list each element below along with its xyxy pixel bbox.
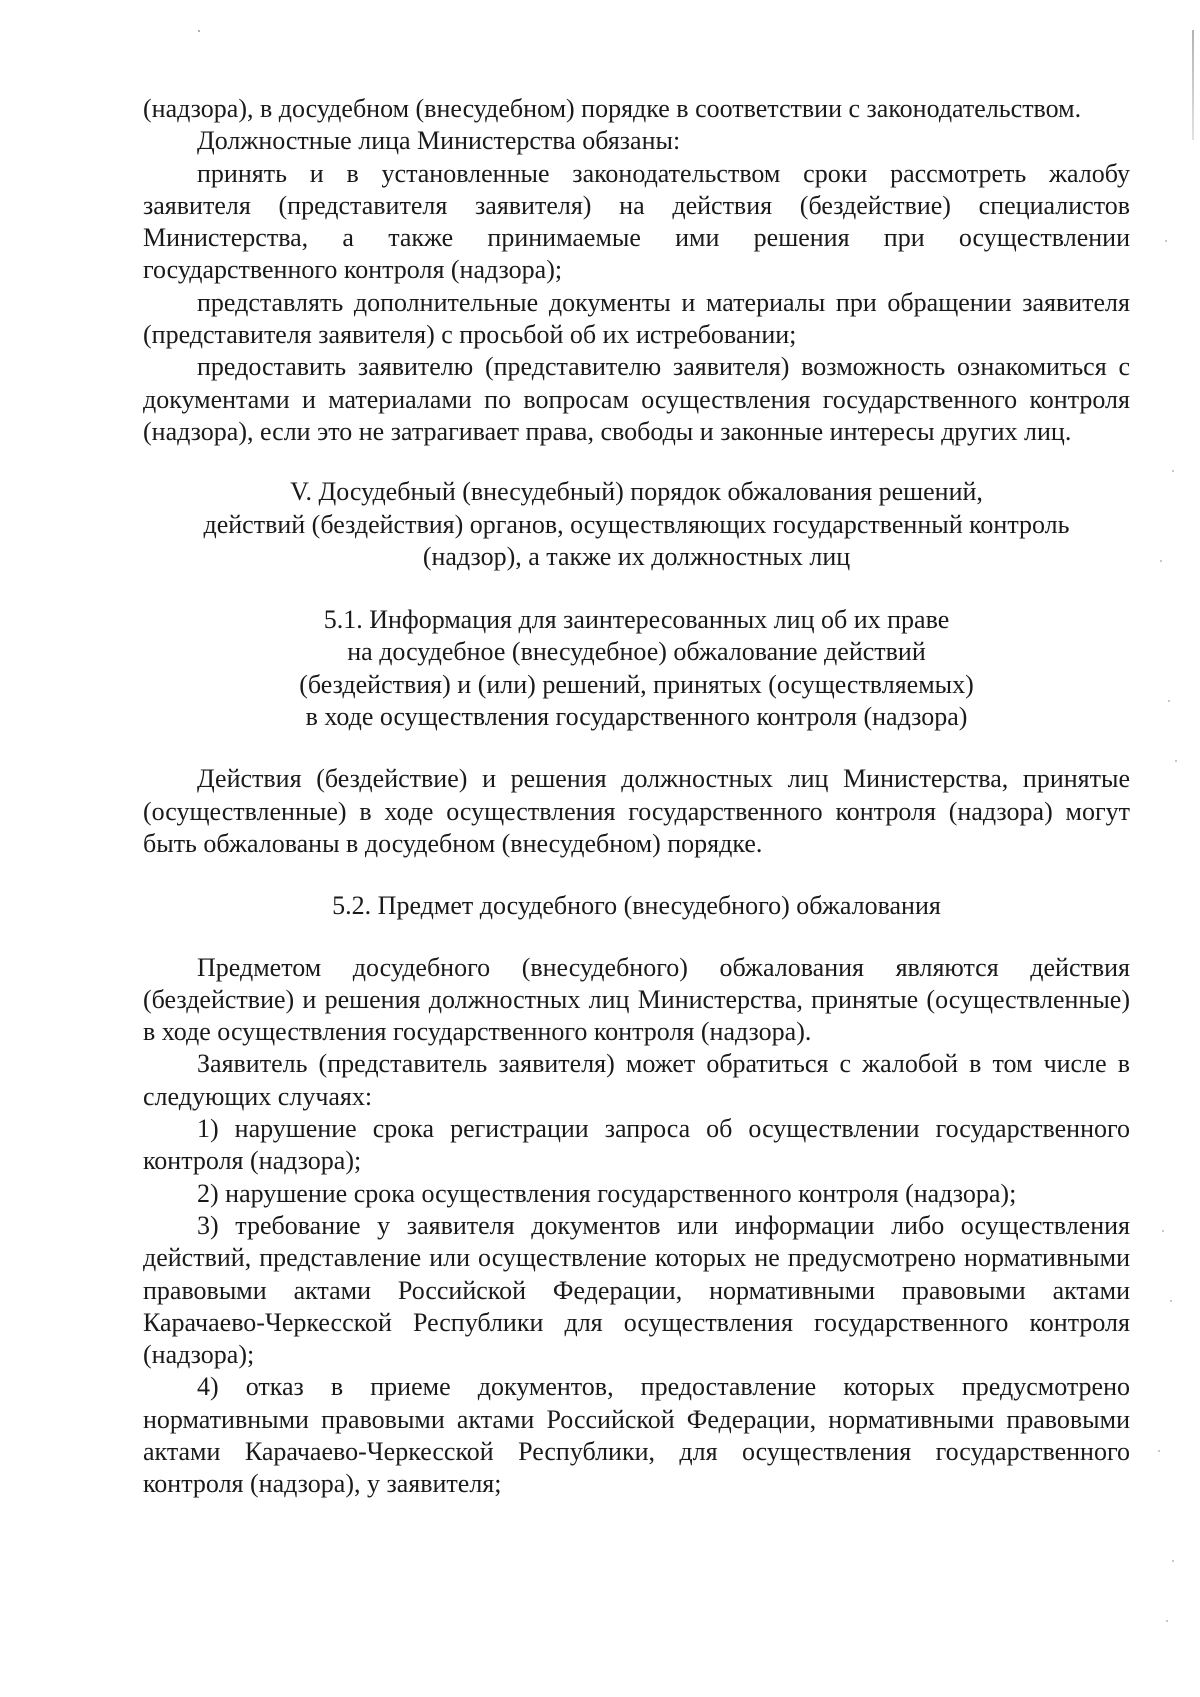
subheading-line: на досудебное (внесудебное) обжалование действий — [347, 637, 926, 667]
paragraph: предоставить заявителю (представителю заявителя) возможность ознакомиться с документами и материалами по вопросам осуществления государственного контроля (надзора), если это не затрагивает права, свободы и законные интересы других лиц. — [143, 352, 1130, 446]
paragraph: Предметом досудебного (внесудебного) обжалования являются действия (бездействие) и решения должностных лиц Министерства, принятые (осуществленные) в ходе осуществления государственного контроля (надзора). — [143, 952, 1130, 1047]
list-item: 1) нарушение срока регистрации запроса об осуществлении государственного контроля (надзора); — [143, 1114, 1130, 1176]
scan-speck — [1170, 1300, 1172, 1302]
subheading — [143, 604, 1130, 733]
list-item: 2) нарушение срока осуществления государственного контроля (надзора); — [197, 1178, 1017, 1208]
scan-speck — [1175, 760, 1177, 762]
paragraph: (надзора), в досудебном (внесудебном) порядке в соответствии с законодательством. — [143, 94, 1082, 123]
paragraph: принять и в установленные законодательством сроки рассмотреть жалобу заявителя (представителя заявителя) на действия (бездействие) специалистов Министерства, а также принимаемые ими решения при осуществлении государственного контроля (надзора); — [143, 158, 1130, 285]
section-heading-line: V. Досудебный (внесудебный) порядок обжалования решений, — [290, 477, 983, 507]
scan-edge-artifact — [1192, 30, 1194, 140]
scan-speck — [1165, 240, 1167, 242]
subheading: 5.2. Предмет досудебного (внесудебного) обжалования — [332, 891, 941, 921]
scan-speck — [1166, 1620, 1168, 1622]
paragraph: Должностные лица Министерства обязаны: — [197, 126, 681, 156]
scan-speck — [1172, 1560, 1174, 1562]
section-heading-line: действий (бездействия) органов, осуществляющих государственный контроль — [203, 509, 1070, 539]
paragraph: представлять дополнительные документы и материалы при обращении заявителя (представителя заявителя) с просьбой об их истребовании; — [143, 287, 1130, 350]
list-item: 3) требование у заявителя документов или информации либо осуществления действий, представление или осуществление которых не предусмотрено нормативными правовыми актами Российской Федерации, нормативными правовыми актами Карачаево-Черкесской Республики для осуществления государственного контроля (надзора); — [143, 1210, 1130, 1370]
scan-speck — [1158, 1450, 1160, 1452]
scan-speck — [1168, 700, 1170, 702]
section-heading-line: (надзор), а также их должностных лиц — [422, 541, 851, 571]
subheading-line: (бездействия) и (или) решений, принятых (осуществляемых) — [299, 669, 974, 699]
subheading-line: 5.1. Информация для заинтересованных лиц об их праве — [323, 605, 950, 635]
scan-speck — [1172, 470, 1174, 472]
subheading-line: в ходе осуществления государственного контроля (надзора) — [305, 702, 968, 732]
section-heading — [143, 476, 1130, 573]
paragraph: Действия (бездействие) и решения должностных лиц Министерства, принятые (осуществленные) в ходе осуществления государственного контроля (надзора) могут быть обжалованы в досудебном (внесудебном) порядке. — [143, 764, 1130, 858]
scan-speck — [1160, 560, 1162, 562]
scan-speck — [198, 30, 200, 32]
document-body — [143, 93, 1130, 1501]
list-item: 4) отказ в приеме документов, предоставление которых предусмотрено нормативными правовыми актами Российской Федерации, нормативными правовыми актами Карачаево-Черкесской Республики, для осуществления государственного контроля (надзора), у заявителя; — [143, 1372, 1130, 1499]
scan-speck — [1162, 1230, 1164, 1232]
paragraph: Заявитель (представитель заявителя) может обратиться с жалобой в том числе в следующих случаях: — [143, 1049, 1130, 1111]
